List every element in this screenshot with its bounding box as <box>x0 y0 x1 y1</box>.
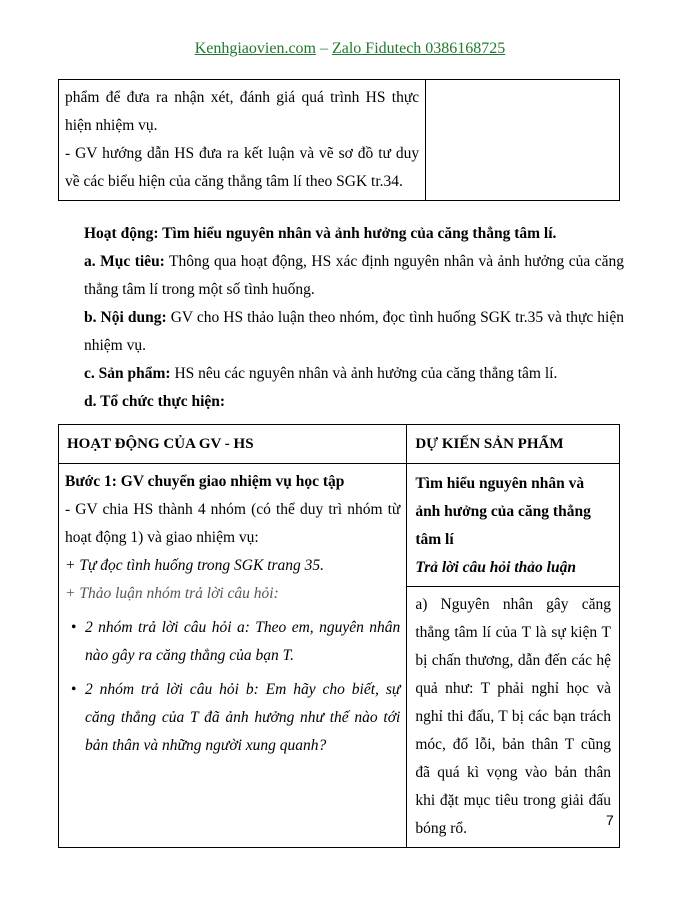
continued-line-2: - GV hướng dẫn HS đưa ra kết luận và vẽ sơ đồ tư duy về các biểu hiện của căng thẳng tâm lí theo SGK tr.34. <box>65 145 420 190</box>
page-header <box>0 40 700 58</box>
product-paragraph <box>84 360 624 388</box>
objective-label: a. Mục tiêu: <box>84 253 165 270</box>
content-text: GV cho HS thảo luận theo nhóm, đọc tình huống SGK tr.35 và thực hiện nhiệm vụ. <box>84 309 624 354</box>
step1-heading: Bước 1: GV chuyển giao nhiệm vụ học tập <box>65 473 345 490</box>
content-label: b. Nội dung: <box>84 309 167 326</box>
header-site-link[interactable]: Kenhgiaovien.com <box>194 40 316 57</box>
header-contact-link[interactable]: Zalo Fidutech 0386168725 <box>331 40 506 57</box>
continued-line-1: phẩm để đưa ra nhận xét, đánh giá quá trình HS thực hiện nhiệm vụ. <box>65 89 420 134</box>
products-title: Tìm hiểu nguyên nhân và ảnh hưởng của căng thẳng tâm lí <box>415 475 591 548</box>
activities-cell <box>59 464 407 848</box>
products-cell <box>407 464 620 848</box>
task-discuss: + Thảo luận nhóm trả lời câu hỏi: <box>65 585 279 602</box>
activity-table <box>58 424 620 848</box>
bullet-dot-icon: • <box>71 619 77 636</box>
continued-table <box>58 79 620 201</box>
header-separator: – <box>315 40 332 57</box>
activity-section <box>84 220 624 416</box>
products-subtitle: Trả lời câu hỏi thảo luận <box>415 559 576 576</box>
content-paragraph <box>84 304 624 360</box>
organization-heading: d. Tổ chức thực hiện: <box>84 393 226 410</box>
products-heading <box>407 464 619 587</box>
step1-text: - GV chia HS thành 4 nhóm (có thể duy trì nhóm từ hoạt động 1) và giao nhiệm vụ: <box>65 501 401 546</box>
col-header-products: DỰ KIẾN SẢN PHẨM <box>407 425 620 464</box>
product-label: c. Sản phẩm: <box>84 365 171 382</box>
col-header-activities: HOẠT ĐỘNG CỦA GV - HS <box>59 425 407 464</box>
activity-title: Hoạt động: Tìm hiểu nguyên nhân và ảnh hưởng của căng thẳng tâm lí. <box>84 225 557 242</box>
bullet-question-b <box>65 676 400 760</box>
bullet-question-a <box>65 614 400 670</box>
page-number: 7 <box>606 812 614 828</box>
continued-right-cell <box>426 80 620 201</box>
bullet-question-b-text: 2 nhóm trả lời câu hỏi b: Em hãy cho biết, sự căng thẳng của T đã ảnh hưởng như thế nào tới bản thân và những người xung quanh? <box>85 681 401 754</box>
bullet-dot-icon: • <box>71 681 77 698</box>
bullet-question-a-text: 2 nhóm trả lời câu hỏi a: Theo em, nguyên nhân nào gây ra căng thẳng của bạn T. <box>85 619 401 664</box>
task-read: + Tự đọc tình huống trong SGK trang 35. <box>65 557 325 574</box>
objective-text: Thông qua hoạt động, HS xác định nguyên nhân và ảnh hưởng của căng thẳng tâm lí trong một số tình huống. <box>84 253 624 298</box>
products-answer: a) Nguyên nhân gây căng thẳng tâm lí của T là sự kiện T bị chấn thương, dẫn đến các hệ quả như: T phải nghỉ học và nghỉ thi đấu, T bị các bạn trách móc, đổ lỗi, bản thân T cũng đã quá kì vọng vào bản thân khi đặt mục tiêu trong giải đấu bóng rổ. <box>415 596 611 837</box>
continued-left-cell <box>59 80 426 201</box>
product-text: HS nêu các nguyên nhân và ảnh hưởng của căng thẳng tâm lí. <box>170 365 558 382</box>
objective-paragraph <box>84 248 624 304</box>
